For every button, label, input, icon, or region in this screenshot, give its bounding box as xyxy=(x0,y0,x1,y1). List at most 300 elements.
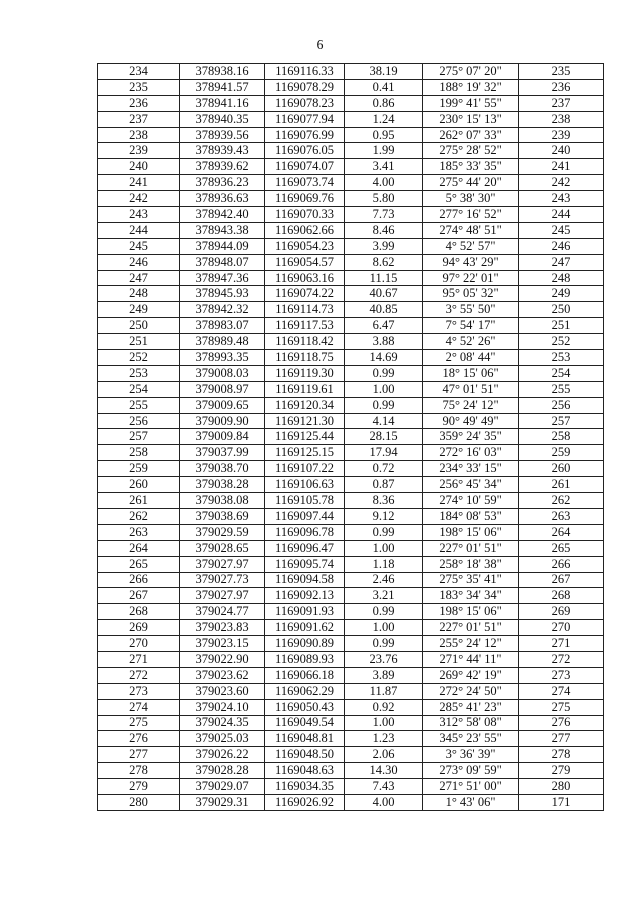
point-number-cell: 274 xyxy=(98,699,180,715)
next-point-cell: 250 xyxy=(519,302,604,318)
next-point-cell: 237 xyxy=(519,95,604,111)
point-number-cell: 248 xyxy=(98,286,180,302)
point-number-cell: 273 xyxy=(98,683,180,699)
table-row xyxy=(98,159,604,175)
point-number-cell: 235 xyxy=(98,79,180,95)
distance-cell: 1.18 xyxy=(345,556,423,572)
x-coordinate-cell: 378939.62 xyxy=(180,159,265,175)
distance-cell: 0.92 xyxy=(345,699,423,715)
y-coordinate-cell: 1169091.62 xyxy=(265,620,345,636)
y-coordinate-cell: 1169095.74 xyxy=(265,556,345,572)
y-coordinate-cell: 1169048.81 xyxy=(265,731,345,747)
point-number-cell: 234 xyxy=(98,64,180,80)
distance-cell: 0.99 xyxy=(345,365,423,381)
point-number-cell: 275 xyxy=(98,715,180,731)
table-row xyxy=(98,207,604,223)
point-number-cell: 262 xyxy=(98,508,180,524)
y-coordinate-cell: 1169049.54 xyxy=(265,715,345,731)
x-coordinate-cell: 379027.73 xyxy=(180,572,265,588)
distance-cell: 1.00 xyxy=(345,715,423,731)
point-number-cell: 278 xyxy=(98,763,180,779)
y-coordinate-cell: 1169048.50 xyxy=(265,747,345,763)
table-row xyxy=(98,683,604,699)
bearing-cell: 275° 07' 20" xyxy=(423,64,519,80)
x-coordinate-cell: 379038.69 xyxy=(180,508,265,524)
x-coordinate-cell: 379009.84 xyxy=(180,429,265,445)
table-row xyxy=(98,731,604,747)
y-coordinate-cell: 1169076.99 xyxy=(265,127,345,143)
next-point-cell: 242 xyxy=(519,175,604,191)
table-row xyxy=(98,651,604,667)
y-coordinate-cell: 1169091.93 xyxy=(265,604,345,620)
distance-cell: 1.00 xyxy=(345,620,423,636)
y-coordinate-cell: 1169117.53 xyxy=(265,318,345,334)
table-row xyxy=(98,429,604,445)
y-coordinate-cell: 1169034.35 xyxy=(265,779,345,795)
distance-cell: 28.15 xyxy=(345,429,423,445)
y-coordinate-cell: 1169078.23 xyxy=(265,95,345,111)
distance-cell: 4.14 xyxy=(345,413,423,429)
distance-cell: 0.99 xyxy=(345,524,423,540)
table-row xyxy=(98,461,604,477)
next-point-cell: 171 xyxy=(519,794,604,810)
y-coordinate-cell: 1169120.34 xyxy=(265,397,345,413)
table-row xyxy=(98,794,604,810)
table-row xyxy=(98,286,604,302)
bearing-cell: 198° 15' 06" xyxy=(423,604,519,620)
x-coordinate-cell: 378941.57 xyxy=(180,79,265,95)
point-number-cell: 236 xyxy=(98,95,180,111)
y-coordinate-cell: 1169119.30 xyxy=(265,365,345,381)
point-number-cell: 238 xyxy=(98,127,180,143)
coordinates-table-body xyxy=(98,64,604,811)
distance-cell: 0.87 xyxy=(345,477,423,493)
point-number-cell: 264 xyxy=(98,540,180,556)
next-point-cell: 249 xyxy=(519,286,604,302)
distance-cell: 11.87 xyxy=(345,683,423,699)
bearing-cell: 274° 48' 51" xyxy=(423,222,519,238)
y-coordinate-cell: 1169107.22 xyxy=(265,461,345,477)
bearing-cell: 183° 34' 34" xyxy=(423,588,519,604)
next-point-cell: 251 xyxy=(519,318,604,334)
table-row xyxy=(98,254,604,270)
y-coordinate-cell: 1169118.42 xyxy=(265,334,345,350)
x-coordinate-cell: 378942.32 xyxy=(180,302,265,318)
next-point-cell: 269 xyxy=(519,604,604,620)
x-coordinate-cell: 378939.43 xyxy=(180,143,265,159)
distance-cell: 23.76 xyxy=(345,651,423,667)
bearing-cell: 198° 15' 06" xyxy=(423,524,519,540)
x-coordinate-cell: 379027.97 xyxy=(180,556,265,572)
x-coordinate-cell: 379028.65 xyxy=(180,540,265,556)
y-coordinate-cell: 1169119.61 xyxy=(265,381,345,397)
table-row xyxy=(98,604,604,620)
table-row xyxy=(98,508,604,524)
next-point-cell: 267 xyxy=(519,572,604,588)
y-coordinate-cell: 1169094.58 xyxy=(265,572,345,588)
point-number-cell: 256 xyxy=(98,413,180,429)
distance-cell: 4.00 xyxy=(345,794,423,810)
distance-cell: 0.99 xyxy=(345,397,423,413)
table-row xyxy=(98,334,604,350)
distance-cell: 0.99 xyxy=(345,636,423,652)
table-row xyxy=(98,318,604,334)
bearing-cell: 3° 36' 39" xyxy=(423,747,519,763)
bearing-cell: 18° 15' 06" xyxy=(423,365,519,381)
point-number-cell: 244 xyxy=(98,222,180,238)
point-number-cell: 255 xyxy=(98,397,180,413)
next-point-cell: 240 xyxy=(519,143,604,159)
next-point-cell: 277 xyxy=(519,731,604,747)
point-number-cell: 249 xyxy=(98,302,180,318)
next-point-cell: 274 xyxy=(519,683,604,699)
x-coordinate-cell: 379025.03 xyxy=(180,731,265,747)
point-number-cell: 257 xyxy=(98,429,180,445)
next-point-cell: 268 xyxy=(519,588,604,604)
distance-cell: 14.69 xyxy=(345,350,423,366)
point-number-cell: 253 xyxy=(98,365,180,381)
x-coordinate-cell: 378941.16 xyxy=(180,95,265,111)
distance-cell: 7.73 xyxy=(345,207,423,223)
distance-cell: 40.85 xyxy=(345,302,423,318)
distance-cell: 3.99 xyxy=(345,238,423,254)
bearing-cell: 230° 15' 13" xyxy=(423,111,519,127)
bearing-cell: 1° 43' 06" xyxy=(423,794,519,810)
distance-cell: 17.94 xyxy=(345,445,423,461)
next-point-cell: 238 xyxy=(519,111,604,127)
x-coordinate-cell: 379024.10 xyxy=(180,699,265,715)
bearing-cell: 271° 51' 00" xyxy=(423,779,519,795)
distance-cell: 40.67 xyxy=(345,286,423,302)
distance-cell: 0.72 xyxy=(345,461,423,477)
next-point-cell: 262 xyxy=(519,493,604,509)
next-point-cell: 246 xyxy=(519,238,604,254)
bearing-cell: 47° 01' 51" xyxy=(423,381,519,397)
point-number-cell: 259 xyxy=(98,461,180,477)
next-point-cell: 270 xyxy=(519,620,604,636)
x-coordinate-cell: 378936.63 xyxy=(180,191,265,207)
distance-cell: 2.46 xyxy=(345,572,423,588)
table-row xyxy=(98,477,604,493)
bearing-cell: 227° 01' 51" xyxy=(423,540,519,556)
point-number-cell: 261 xyxy=(98,493,180,509)
next-point-cell: 235 xyxy=(519,64,604,80)
distance-cell: 0.86 xyxy=(345,95,423,111)
distance-cell: 38.19 xyxy=(345,64,423,80)
table-row xyxy=(98,270,604,286)
distance-cell: 9.12 xyxy=(345,508,423,524)
next-point-cell: 275 xyxy=(519,699,604,715)
bearing-cell: 188° 19' 32" xyxy=(423,79,519,95)
table-row xyxy=(98,64,604,80)
y-coordinate-cell: 1169121.30 xyxy=(265,413,345,429)
x-coordinate-cell: 378939.56 xyxy=(180,127,265,143)
bearing-cell: 255° 24' 12" xyxy=(423,636,519,652)
next-point-cell: 278 xyxy=(519,747,604,763)
bearing-cell: 5° 38' 30" xyxy=(423,191,519,207)
x-coordinate-cell: 379008.03 xyxy=(180,365,265,381)
bearing-cell: 258° 18' 38" xyxy=(423,556,519,572)
distance-cell: 3.21 xyxy=(345,588,423,604)
bearing-cell: 234° 33' 15" xyxy=(423,461,519,477)
y-coordinate-cell: 1169114.73 xyxy=(265,302,345,318)
coordinates-table xyxy=(97,63,604,811)
x-coordinate-cell: 379023.60 xyxy=(180,683,265,699)
point-number-cell: 269 xyxy=(98,620,180,636)
bearing-cell: 345° 23' 55" xyxy=(423,731,519,747)
table-row xyxy=(98,365,604,381)
x-coordinate-cell: 378940.35 xyxy=(180,111,265,127)
table-row xyxy=(98,413,604,429)
bearing-cell: 269° 42' 19" xyxy=(423,667,519,683)
y-coordinate-cell: 1169026.92 xyxy=(265,794,345,810)
table-row xyxy=(98,445,604,461)
x-coordinate-cell: 379038.08 xyxy=(180,493,265,509)
y-coordinate-cell: 1169069.76 xyxy=(265,191,345,207)
x-coordinate-cell: 379024.35 xyxy=(180,715,265,731)
y-coordinate-cell: 1169116.33 xyxy=(265,64,345,80)
y-coordinate-cell: 1169054.57 xyxy=(265,254,345,270)
bearing-cell: 7° 54' 17" xyxy=(423,318,519,334)
table-row xyxy=(98,636,604,652)
table-row xyxy=(98,493,604,509)
next-point-cell: 261 xyxy=(519,477,604,493)
point-number-cell: 260 xyxy=(98,477,180,493)
point-number-cell: 242 xyxy=(98,191,180,207)
table-row xyxy=(98,79,604,95)
x-coordinate-cell: 378948.07 xyxy=(180,254,265,270)
distance-cell: 14.30 xyxy=(345,763,423,779)
y-coordinate-cell: 1169078.29 xyxy=(265,79,345,95)
distance-cell: 2.06 xyxy=(345,747,423,763)
point-number-cell: 276 xyxy=(98,731,180,747)
x-coordinate-cell: 378936.23 xyxy=(180,175,265,191)
point-number-cell: 263 xyxy=(98,524,180,540)
bearing-cell: 3° 55' 50" xyxy=(423,302,519,318)
next-point-cell: 239 xyxy=(519,127,604,143)
point-number-cell: 237 xyxy=(98,111,180,127)
next-point-cell: 273 xyxy=(519,667,604,683)
distance-cell: 6.47 xyxy=(345,318,423,334)
bearing-cell: 272° 16' 03" xyxy=(423,445,519,461)
distance-cell: 8.36 xyxy=(345,493,423,509)
distance-cell: 4.00 xyxy=(345,175,423,191)
x-coordinate-cell: 379022.90 xyxy=(180,651,265,667)
table-row xyxy=(98,556,604,572)
table-row xyxy=(98,381,604,397)
bearing-cell: 272° 24' 50" xyxy=(423,683,519,699)
x-coordinate-cell: 379029.59 xyxy=(180,524,265,540)
table-row xyxy=(98,191,604,207)
y-coordinate-cell: 1169062.66 xyxy=(265,222,345,238)
table-row xyxy=(98,222,604,238)
x-coordinate-cell: 379009.65 xyxy=(180,397,265,413)
x-coordinate-cell: 379029.07 xyxy=(180,779,265,795)
bearing-cell: 312° 58' 08" xyxy=(423,715,519,731)
bearing-cell: 359° 24' 35" xyxy=(423,429,519,445)
point-number-cell: 254 xyxy=(98,381,180,397)
x-coordinate-cell: 379028.28 xyxy=(180,763,265,779)
table-row xyxy=(98,95,604,111)
point-number-cell: 245 xyxy=(98,238,180,254)
next-point-cell: 280 xyxy=(519,779,604,795)
bearing-cell: 90° 49' 49" xyxy=(423,413,519,429)
bearing-cell: 199° 41' 55" xyxy=(423,95,519,111)
distance-cell: 5.80 xyxy=(345,191,423,207)
bearing-cell: 75° 24' 12" xyxy=(423,397,519,413)
y-coordinate-cell: 1169066.18 xyxy=(265,667,345,683)
next-point-cell: 245 xyxy=(519,222,604,238)
point-number-cell: 247 xyxy=(98,270,180,286)
table-row xyxy=(98,620,604,636)
point-number-cell: 266 xyxy=(98,572,180,588)
y-coordinate-cell: 1169054.23 xyxy=(265,238,345,254)
distance-cell: 8.62 xyxy=(345,254,423,270)
table-row xyxy=(98,397,604,413)
next-point-cell: 247 xyxy=(519,254,604,270)
x-coordinate-cell: 379027.97 xyxy=(180,588,265,604)
y-coordinate-cell: 1169096.47 xyxy=(265,540,345,556)
point-number-cell: 279 xyxy=(98,779,180,795)
next-point-cell: 260 xyxy=(519,461,604,477)
distance-cell: 1.24 xyxy=(345,111,423,127)
next-point-cell: 266 xyxy=(519,556,604,572)
bearing-cell: 277° 16' 52" xyxy=(423,207,519,223)
x-coordinate-cell: 379023.15 xyxy=(180,636,265,652)
distance-cell: 3.88 xyxy=(345,334,423,350)
bearing-cell: 184° 08' 53" xyxy=(423,508,519,524)
next-point-cell: 244 xyxy=(519,207,604,223)
table-row xyxy=(98,667,604,683)
bearing-cell: 2° 08' 44" xyxy=(423,350,519,366)
y-coordinate-cell: 1169106.63 xyxy=(265,477,345,493)
point-number-cell: 265 xyxy=(98,556,180,572)
table-row xyxy=(98,763,604,779)
next-point-cell: 257 xyxy=(519,413,604,429)
table-row xyxy=(98,175,604,191)
y-coordinate-cell: 1169105.78 xyxy=(265,493,345,509)
distance-cell: 0.99 xyxy=(345,604,423,620)
distance-cell: 3.89 xyxy=(345,667,423,683)
next-point-cell: 265 xyxy=(519,540,604,556)
table-row xyxy=(98,779,604,795)
next-point-cell: 243 xyxy=(519,191,604,207)
next-point-cell: 263 xyxy=(519,508,604,524)
x-coordinate-cell: 378938.16 xyxy=(180,64,265,80)
point-number-cell: 277 xyxy=(98,747,180,763)
x-coordinate-cell: 378983.07 xyxy=(180,318,265,334)
x-coordinate-cell: 378944.09 xyxy=(180,238,265,254)
x-coordinate-cell: 379008.97 xyxy=(180,381,265,397)
table-row xyxy=(98,524,604,540)
point-number-cell: 246 xyxy=(98,254,180,270)
next-point-cell: 248 xyxy=(519,270,604,286)
bearing-cell: 275° 44' 20" xyxy=(423,175,519,191)
y-coordinate-cell: 1169073.74 xyxy=(265,175,345,191)
bearing-cell: 185° 33' 35" xyxy=(423,159,519,175)
y-coordinate-cell: 1169076.05 xyxy=(265,143,345,159)
table-row xyxy=(98,238,604,254)
y-coordinate-cell: 1169048.63 xyxy=(265,763,345,779)
point-number-cell: 241 xyxy=(98,175,180,191)
x-coordinate-cell: 379038.70 xyxy=(180,461,265,477)
point-number-cell: 251 xyxy=(98,334,180,350)
bearing-cell: 275° 28' 52" xyxy=(423,143,519,159)
point-number-cell: 258 xyxy=(98,445,180,461)
bearing-cell: 227° 01' 51" xyxy=(423,620,519,636)
next-point-cell: 264 xyxy=(519,524,604,540)
distance-cell: 8.46 xyxy=(345,222,423,238)
x-coordinate-cell: 378947.36 xyxy=(180,270,265,286)
bearing-cell: 94° 43' 29" xyxy=(423,254,519,270)
next-point-cell: 256 xyxy=(519,397,604,413)
y-coordinate-cell: 1169090.89 xyxy=(265,636,345,652)
table-row xyxy=(98,540,604,556)
x-coordinate-cell: 379029.31 xyxy=(180,794,265,810)
point-number-cell: 280 xyxy=(98,794,180,810)
point-number-cell: 250 xyxy=(98,318,180,334)
bearing-cell: 273° 09' 59" xyxy=(423,763,519,779)
bearing-cell: 285° 41' 23" xyxy=(423,699,519,715)
bearing-cell: 256° 45' 34" xyxy=(423,477,519,493)
table-row xyxy=(98,127,604,143)
point-number-cell: 252 xyxy=(98,350,180,366)
bearing-cell: 97° 22' 01" xyxy=(423,270,519,286)
next-point-cell: 259 xyxy=(519,445,604,461)
table-row xyxy=(98,111,604,127)
bearing-cell: 271° 44' 11" xyxy=(423,651,519,667)
x-coordinate-cell: 378989.48 xyxy=(180,334,265,350)
page-number: 6 xyxy=(316,38,324,53)
y-coordinate-cell: 1169089.93 xyxy=(265,651,345,667)
point-number-cell: 272 xyxy=(98,667,180,683)
distance-cell: 7.43 xyxy=(345,779,423,795)
distance-cell: 0.95 xyxy=(345,127,423,143)
table-row xyxy=(98,302,604,318)
y-coordinate-cell: 1169097.44 xyxy=(265,508,345,524)
y-coordinate-cell: 1169074.22 xyxy=(265,286,345,302)
distance-cell: 11.15 xyxy=(345,270,423,286)
x-coordinate-cell: 378993.35 xyxy=(180,350,265,366)
table-row xyxy=(98,588,604,604)
next-point-cell: 279 xyxy=(519,763,604,779)
distance-cell: 1.23 xyxy=(345,731,423,747)
bearing-cell: 262° 07' 33" xyxy=(423,127,519,143)
distance-cell: 1.00 xyxy=(345,540,423,556)
y-coordinate-cell: 1169118.75 xyxy=(265,350,345,366)
x-coordinate-cell: 379026.22 xyxy=(180,747,265,763)
bearing-cell: 4° 52' 57" xyxy=(423,238,519,254)
y-coordinate-cell: 1169092.13 xyxy=(265,588,345,604)
x-coordinate-cell: 379023.83 xyxy=(180,620,265,636)
next-point-cell: 236 xyxy=(519,79,604,95)
point-number-cell: 267 xyxy=(98,588,180,604)
next-point-cell: 276 xyxy=(519,715,604,731)
point-number-cell: 268 xyxy=(98,604,180,620)
point-number-cell: 243 xyxy=(98,207,180,223)
y-coordinate-cell: 1169077.94 xyxy=(265,111,345,127)
point-number-cell: 239 xyxy=(98,143,180,159)
next-point-cell: 252 xyxy=(519,334,604,350)
next-point-cell: 241 xyxy=(519,159,604,175)
y-coordinate-cell: 1169050.43 xyxy=(265,699,345,715)
next-point-cell: 258 xyxy=(519,429,604,445)
next-point-cell: 272 xyxy=(519,651,604,667)
distance-cell: 3.41 xyxy=(345,159,423,175)
distance-cell: 0.41 xyxy=(345,79,423,95)
x-coordinate-cell: 378945.93 xyxy=(180,286,265,302)
table-row xyxy=(98,143,604,159)
